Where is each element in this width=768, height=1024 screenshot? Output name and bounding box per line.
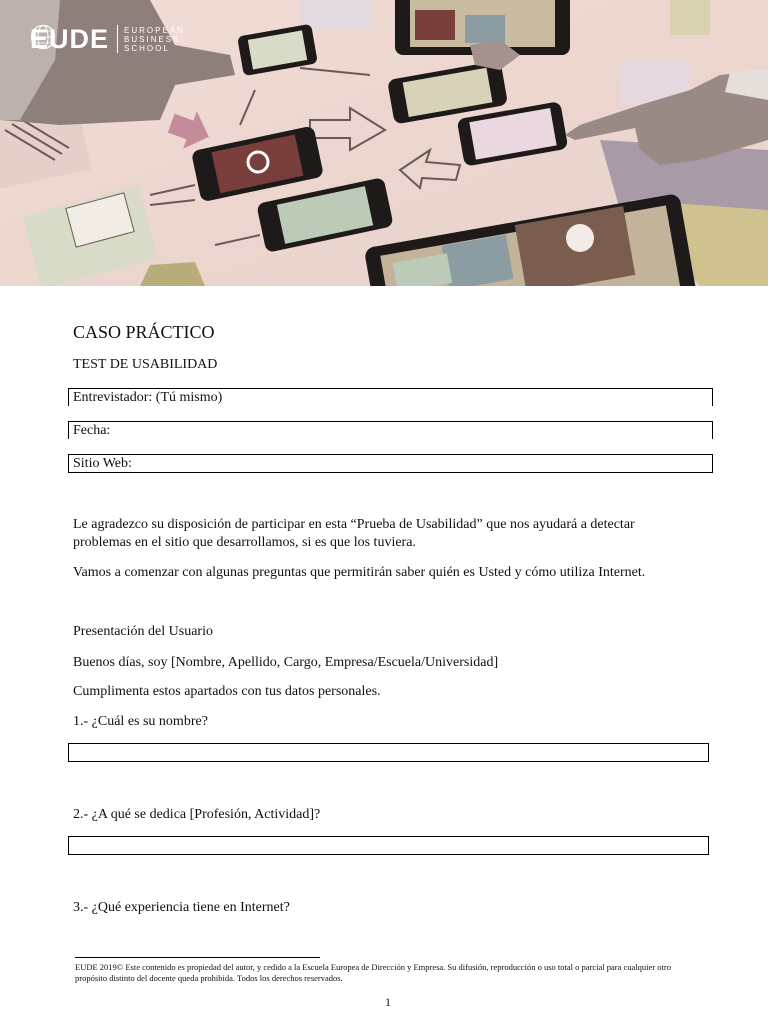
section-heading: Presentación del Usuario <box>73 624 213 639</box>
eude-logo <box>30 24 185 54</box>
answer-box-name[interactable] <box>68 743 709 762</box>
website-field[interactable]: Sitio Web: <box>68 454 713 473</box>
instruction-text: Cumplimenta estos apartados con tus datos personales. <box>73 684 381 699</box>
hero-image <box>0 0 768 286</box>
question-3: 3.- ¿Qué experiencia tiene en Internet? <box>73 900 290 915</box>
document-title: CASO PRÁCTICO <box>73 322 215 342</box>
brand-name: EUDE <box>30 23 110 54</box>
copyright-footnote: EUDE 2019© Este contenido es propiedad del autor, y cedido a la Escuela Europea de Dirección y Empresa. Su difusión, reproducción o uso total o parcial para cualquier otro propósito distinto del docente queda prohibida. Todos los derechos reservados. <box>75 962 671 983</box>
date-field[interactable]: Fecha: <box>68 421 713 439</box>
intro-paragraph: Le agradezco su disposición de participar en esta “Prueba de Usabilidad” que nos ayudará a detectar problemas en el sitio que desarrollamos, si es que los tuviera. <box>73 517 635 550</box>
answer-box-occupation[interactable] <box>68 836 709 855</box>
interviewer-field[interactable]: Entrevistador: (Tú mismo) <box>68 388 713 406</box>
page-number: 1 <box>385 995 391 1009</box>
document-subtitle: TEST DE USABILIDAD <box>73 357 218 372</box>
globe-icon <box>30 24 56 50</box>
intro-paragraph-second: Vamos a comenzar con algunas preguntas que permitirán saber quién es Usted y cómo utiliza Internet. <box>73 565 646 580</box>
greeting-text: Buenos días, soy [Nombre, Apellido, Cargo, Empresa/Escuela/Universidad] <box>73 655 499 670</box>
brand-tagline: EUROPEAN BUSINESS SCHOOL <box>124 25 185 53</box>
logo-divider <box>117 25 118 53</box>
question-2: 2.- ¿A qué se dedica [Profesión, Actividad]? <box>73 807 321 822</box>
question-1: 1.- ¿Cuál es su nombre? <box>73 714 208 729</box>
footnote-divider <box>75 957 320 958</box>
